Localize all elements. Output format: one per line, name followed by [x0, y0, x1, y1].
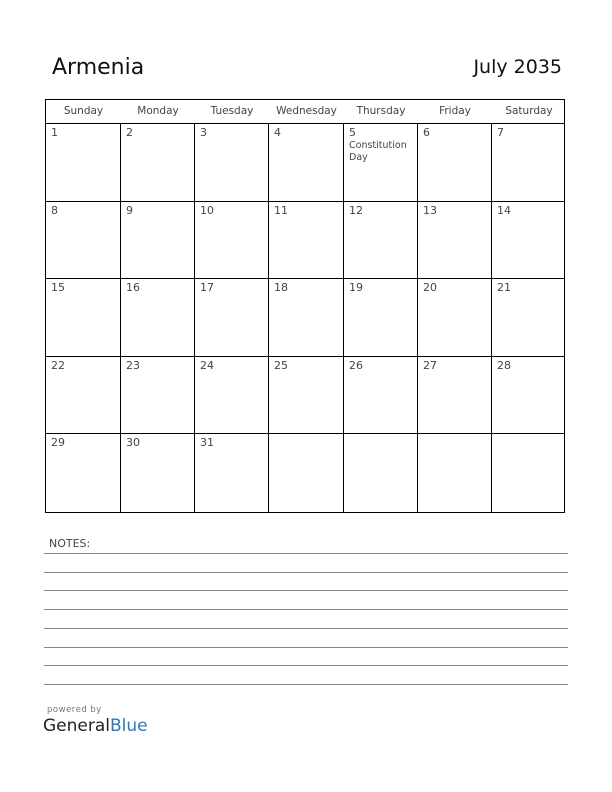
day-number: 11: [274, 203, 288, 217]
day-number: 31: [200, 436, 214, 449]
month-year-title: July 2035: [473, 56, 562, 78]
day-number: 16: [126, 281, 140, 294]
day-cell: [121, 434, 195, 512]
weekday-header: [46, 100, 564, 124]
weekday-sunday: Sunday: [63, 105, 104, 117]
day-cell: [121, 279, 195, 356]
notes-line: [44, 684, 568, 685]
day-number: 21: [497, 281, 511, 294]
day-cell: [418, 279, 492, 356]
day-cell: [492, 279, 566, 356]
weekday-friday: Friday: [439, 105, 471, 117]
notes-line: [44, 572, 568, 573]
notes-line: [44, 647, 568, 648]
day-cell: [492, 357, 566, 434]
day-number: 29: [51, 436, 65, 449]
day-number: 15: [51, 281, 65, 294]
day-cell: [492, 434, 566, 512]
day-number: 24: [200, 358, 214, 372]
day-number: 23: [126, 358, 140, 372]
day-cell: [344, 202, 418, 279]
day-number: 18: [274, 281, 288, 294]
day-cell: [195, 357, 269, 434]
day-cell: [418, 202, 492, 279]
day-number: 2: [126, 126, 133, 139]
powered-by-text: powered by: [47, 705, 102, 715]
day-number: 25: [274, 358, 288, 372]
day-number: 4: [274, 126, 281, 139]
day-cell: [269, 434, 344, 512]
day-number: 28: [497, 358, 511, 372]
day-number: 20: [423, 281, 437, 294]
day-cell: [46, 124, 121, 201]
day-cell: [492, 202, 566, 279]
notes-line: [44, 590, 568, 591]
day-cell: [269, 124, 344, 201]
weekday-monday: Monday: [137, 105, 179, 117]
weekday-thursday: Thursday: [356, 105, 406, 117]
notes-line: [44, 628, 568, 629]
day-cell: [344, 357, 418, 434]
week-row: [46, 124, 564, 202]
week-row: [46, 357, 564, 435]
week-row: [46, 202, 564, 280]
day-number: 6: [423, 126, 430, 139]
weekday-saturday: Saturday: [505, 105, 553, 117]
weeks-container: [46, 124, 564, 512]
day-cell: [121, 357, 195, 434]
day-number: 27: [423, 358, 437, 372]
day-number: 12: [349, 203, 363, 217]
day-cell: [269, 202, 344, 279]
brand-blue: Blue: [110, 716, 148, 736]
day-cell: [418, 124, 492, 201]
week-row: [46, 434, 564, 512]
day-cell: [195, 124, 269, 201]
day-number: 22: [51, 358, 65, 372]
day-cell: [195, 202, 269, 279]
notes-label: NOTES:: [49, 537, 91, 550]
calendar-grid: [45, 99, 565, 513]
day-cell: [46, 202, 121, 279]
day-cell: [344, 279, 418, 356]
day-cell: [269, 357, 344, 434]
day-cell: [344, 124, 418, 201]
notes-line: [44, 609, 568, 610]
day-cell: [418, 434, 492, 512]
week-row: [46, 279, 564, 357]
day-cell: [121, 124, 195, 201]
day-number: 13: [423, 203, 437, 217]
day-number: 8: [51, 203, 58, 217]
day-cell: [46, 434, 121, 512]
day-number: 19: [349, 281, 363, 294]
day-cell: [492, 124, 566, 201]
day-number: 9: [126, 203, 133, 217]
day-number: 10: [200, 203, 214, 217]
day-cell: [418, 357, 492, 434]
day-cell: [46, 357, 121, 434]
day-cell: [46, 279, 121, 356]
day-number: 3: [200, 126, 207, 139]
weekday-wednesday: Wednesday: [276, 105, 337, 117]
day-number: 26: [349, 358, 363, 372]
day-number: 7: [497, 126, 504, 139]
day-cell: [269, 279, 344, 356]
notes-line: [44, 553, 568, 554]
brand-general: General: [43, 716, 110, 736]
country-title: Armenia: [52, 55, 145, 80]
day-number: 17: [200, 281, 214, 294]
weekday-tuesday: Tuesday: [210, 105, 254, 117]
day-number: 1: [51, 126, 58, 139]
day-cell: [121, 202, 195, 279]
notes-line: [44, 665, 568, 666]
holiday-label: Constitution Day: [349, 140, 407, 163]
day-number: 30: [126, 436, 140, 449]
day-cell: [344, 434, 418, 512]
generalblue-logo: [43, 716, 148, 736]
day-cell: [195, 279, 269, 356]
day-number: 14: [497, 203, 511, 217]
day-cell: [195, 434, 269, 512]
day-number: 5: [349, 126, 356, 139]
